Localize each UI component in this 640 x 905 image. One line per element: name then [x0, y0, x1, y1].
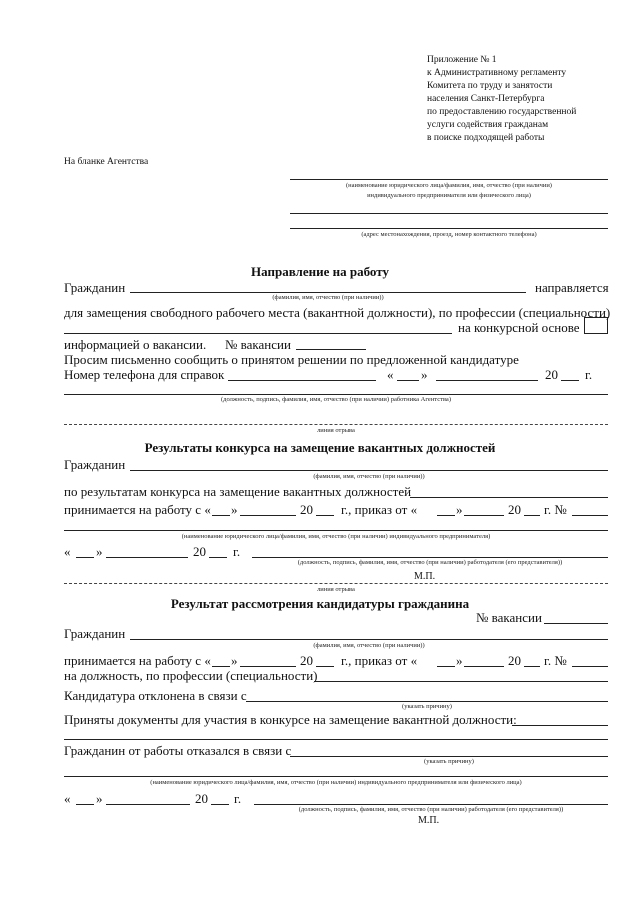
- by-results-text: по результатам конкурса на замещение вакантных должностей: [64, 484, 412, 499]
- employer-line: [290, 179, 608, 180]
- candidacy-vacancy-no-line: [544, 623, 608, 624]
- contest-employer-line: [64, 530, 608, 531]
- tear-line: [64, 583, 608, 584]
- reason-caption: (указать причину): [424, 758, 474, 765]
- agency-signature-caption: (должность, подпись, фамилия, имя, отчество (при наличии) работника Агентства): [221, 396, 451, 403]
- citizen-fio-line: [130, 292, 526, 293]
- year-suffix: г.: [585, 367, 593, 382]
- contest-fio-caption: (фамилия, имя, отчество (при наличии)): [313, 473, 425, 480]
- order-from-label: г., приказ от «: [341, 653, 418, 668]
- contest-citizen-label: Гражданин: [64, 457, 126, 472]
- citizen-label: Гражданин: [64, 280, 126, 295]
- candidacy-vacancy-no-label: № вакансии: [476, 610, 542, 625]
- year-prefix: 20: [193, 544, 206, 559]
- year-prefix: 20: [545, 367, 558, 382]
- candidacy-hired-from-label: принимается на работу с «: [64, 653, 211, 668]
- docs-line: [512, 725, 608, 726]
- appendix-line: Приложение № 1: [427, 55, 497, 65]
- candidacy-fio-caption: (фамилия, имя, отчество (при наличии)): [313, 642, 425, 649]
- order-month-line: [464, 515, 504, 516]
- cand-hire-month-line: [240, 666, 296, 667]
- order-no-label: г. №: [544, 502, 567, 517]
- candidacy-signature-caption: (должность, подпись, фамилия, имя, отчество (при наличии) работодателя (его представителя)): [298, 806, 564, 813]
- quote-close: »: [231, 502, 238, 517]
- quote-close: »: [96, 791, 103, 806]
- tear-line-label: линия отрыва: [317, 427, 355, 434]
- appendix-line: к Административному регламенту: [427, 68, 567, 78]
- cand-hire-year-line: [316, 666, 334, 667]
- by-results-line: [410, 497, 608, 498]
- quote-open: «: [64, 791, 71, 806]
- stamp-place-label: М.П.: [414, 571, 436, 582]
- contest-employer-caption: (наименование юридического лица/фамилия, имя, отчество (при наличии) индивидуального предпринимателя): [181, 533, 491, 540]
- tear-line-label: линия отрыва: [317, 586, 355, 593]
- appendix-line: по предоставлению государственной: [427, 107, 577, 117]
- year-suffix: г.: [234, 791, 242, 806]
- quote-close: »: [421, 367, 428, 382]
- vacancy-no-line: [296, 349, 366, 350]
- quote-close: »: [456, 653, 463, 668]
- quote-close: »: [456, 502, 463, 517]
- tear-line: [64, 424, 608, 425]
- contest-sign-month-line: [106, 557, 188, 558]
- year-prefix: 20: [300, 502, 313, 517]
- refused-label: Гражданин от работы отказался в связи с: [64, 743, 292, 758]
- employer-caption: индивидуального предпринимателя или физического лица): [367, 192, 531, 199]
- month-line: [436, 380, 538, 381]
- candidacy-title: Результат рассмотрения кандидатуры гражданина: [170, 596, 470, 611]
- address-line: [290, 228, 608, 229]
- year-prefix: 20: [300, 653, 313, 668]
- is-sent-label: направляется: [535, 280, 609, 295]
- quote-open: «: [387, 367, 394, 382]
- quote-close: »: [231, 653, 238, 668]
- appendix-line: Комитета по труду и занятости: [427, 81, 553, 91]
- appendix-line: в поиске подходящей работы: [427, 133, 545, 143]
- contest-title: Результаты конкурса на замещение вакантных должностей: [144, 440, 496, 455]
- cand-sign-day-line: [76, 804, 94, 805]
- employer-caption: (наименование юридического лица/фамилия, имя, отчество (при наличии): [346, 182, 552, 189]
- position-label: на должность, по профессии (специальности): [64, 668, 318, 683]
- docs-accepted-text: Приняты документы для участия в конкурсе на замещение вакантной должности:: [64, 712, 517, 727]
- order-from-label: г., приказ от «: [341, 502, 418, 517]
- year-suffix: г.: [233, 544, 241, 559]
- quote-close: »: [96, 544, 103, 559]
- candidacy-fio-line: [130, 639, 608, 640]
- year-prefix: 20: [508, 653, 521, 668]
- order-no-label: г. №: [544, 653, 567, 668]
- year-line: [561, 380, 579, 381]
- docs-line-2: [64, 739, 608, 740]
- competitive-label: на конкурсной основе: [458, 320, 580, 335]
- appendix-line: услуги содействия гражданам: [427, 120, 549, 130]
- agency-signature-line: [64, 394, 608, 395]
- reason-caption: (указать причину): [402, 703, 452, 710]
- order-year-line: [524, 515, 540, 516]
- referral-title: Направление на работу: [251, 264, 389, 279]
- contest-sign-day-line: [76, 557, 94, 558]
- contest-signature-caption: (должность, подпись, фамилия, имя, отчество (при наличии) работодателя (его представителя)): [297, 559, 563, 566]
- rejected-reason-line: [246, 701, 608, 702]
- position-line: [314, 681, 608, 682]
- phone-label: Номер телефона для справок: [64, 367, 225, 382]
- candidacy-employer-caption: (наименование юридического лица/фамилия, имя, отчество (при наличии) индивидуального предпринимателя или физического лица): [150, 779, 522, 786]
- phone-line: [228, 380, 376, 381]
- address-caption: (адрес местонахождения, проезд, номер контактного телефона): [361, 231, 537, 238]
- refused-reason-line: [290, 756, 608, 757]
- vacancy-text: для замещения свободного рабочего места (вакантной должности), по профессии (специальности): [64, 305, 611, 320]
- contest-fio-line: [130, 470, 608, 471]
- cand-sign-month-line: [106, 804, 190, 805]
- hired-from-label: принимается на работу с «: [64, 502, 211, 517]
- employer-line-2: [290, 213, 608, 214]
- cand-sign-year-line: [211, 804, 229, 805]
- year-prefix: 20: [508, 502, 521, 517]
- contest-signature-line: [252, 557, 608, 558]
- cand-order-day-line: [437, 666, 455, 667]
- competitive-checkbox[interactable]: [584, 317, 608, 334]
- info-label: информацией о вакансии.: [64, 337, 207, 352]
- year-prefix: 20: [195, 791, 208, 806]
- appendix-line: населения Санкт-Петербурга: [427, 94, 545, 104]
- profession-line: [64, 333, 452, 334]
- hire-year-line: [316, 515, 334, 516]
- please-inform-text: Просим письменно сообщить о принятом решении по предложенной кандидатуре: [64, 352, 519, 367]
- candidacy-employer-line: [64, 776, 608, 777]
- order-day-line: [437, 515, 455, 516]
- contest-sign-year-line: [209, 557, 227, 558]
- cand-hire-day-line: [212, 666, 230, 667]
- candidacy-signature-line: [254, 804, 608, 805]
- hire-day-line: [212, 515, 230, 516]
- cand-order-month-line: [464, 666, 504, 667]
- rejected-label: Кандидатура отклонена в связи с: [64, 688, 247, 703]
- letterhead-note: На бланке Агентства: [64, 157, 149, 167]
- day-line: [397, 380, 419, 381]
- cand-order-year-line: [524, 666, 540, 667]
- quote-open: «: [64, 544, 71, 559]
- order-no-line: [572, 515, 608, 516]
- fio-caption: (фамилия, имя, отчество (при наличии)): [272, 294, 384, 301]
- candidacy-citizen-label: Гражданин: [64, 626, 126, 641]
- vacancy-no-label: № вакансии: [225, 337, 291, 352]
- stamp-place-label: М.П.: [418, 815, 440, 826]
- hire-month-line: [240, 515, 296, 516]
- cand-order-no-line: [572, 666, 608, 667]
